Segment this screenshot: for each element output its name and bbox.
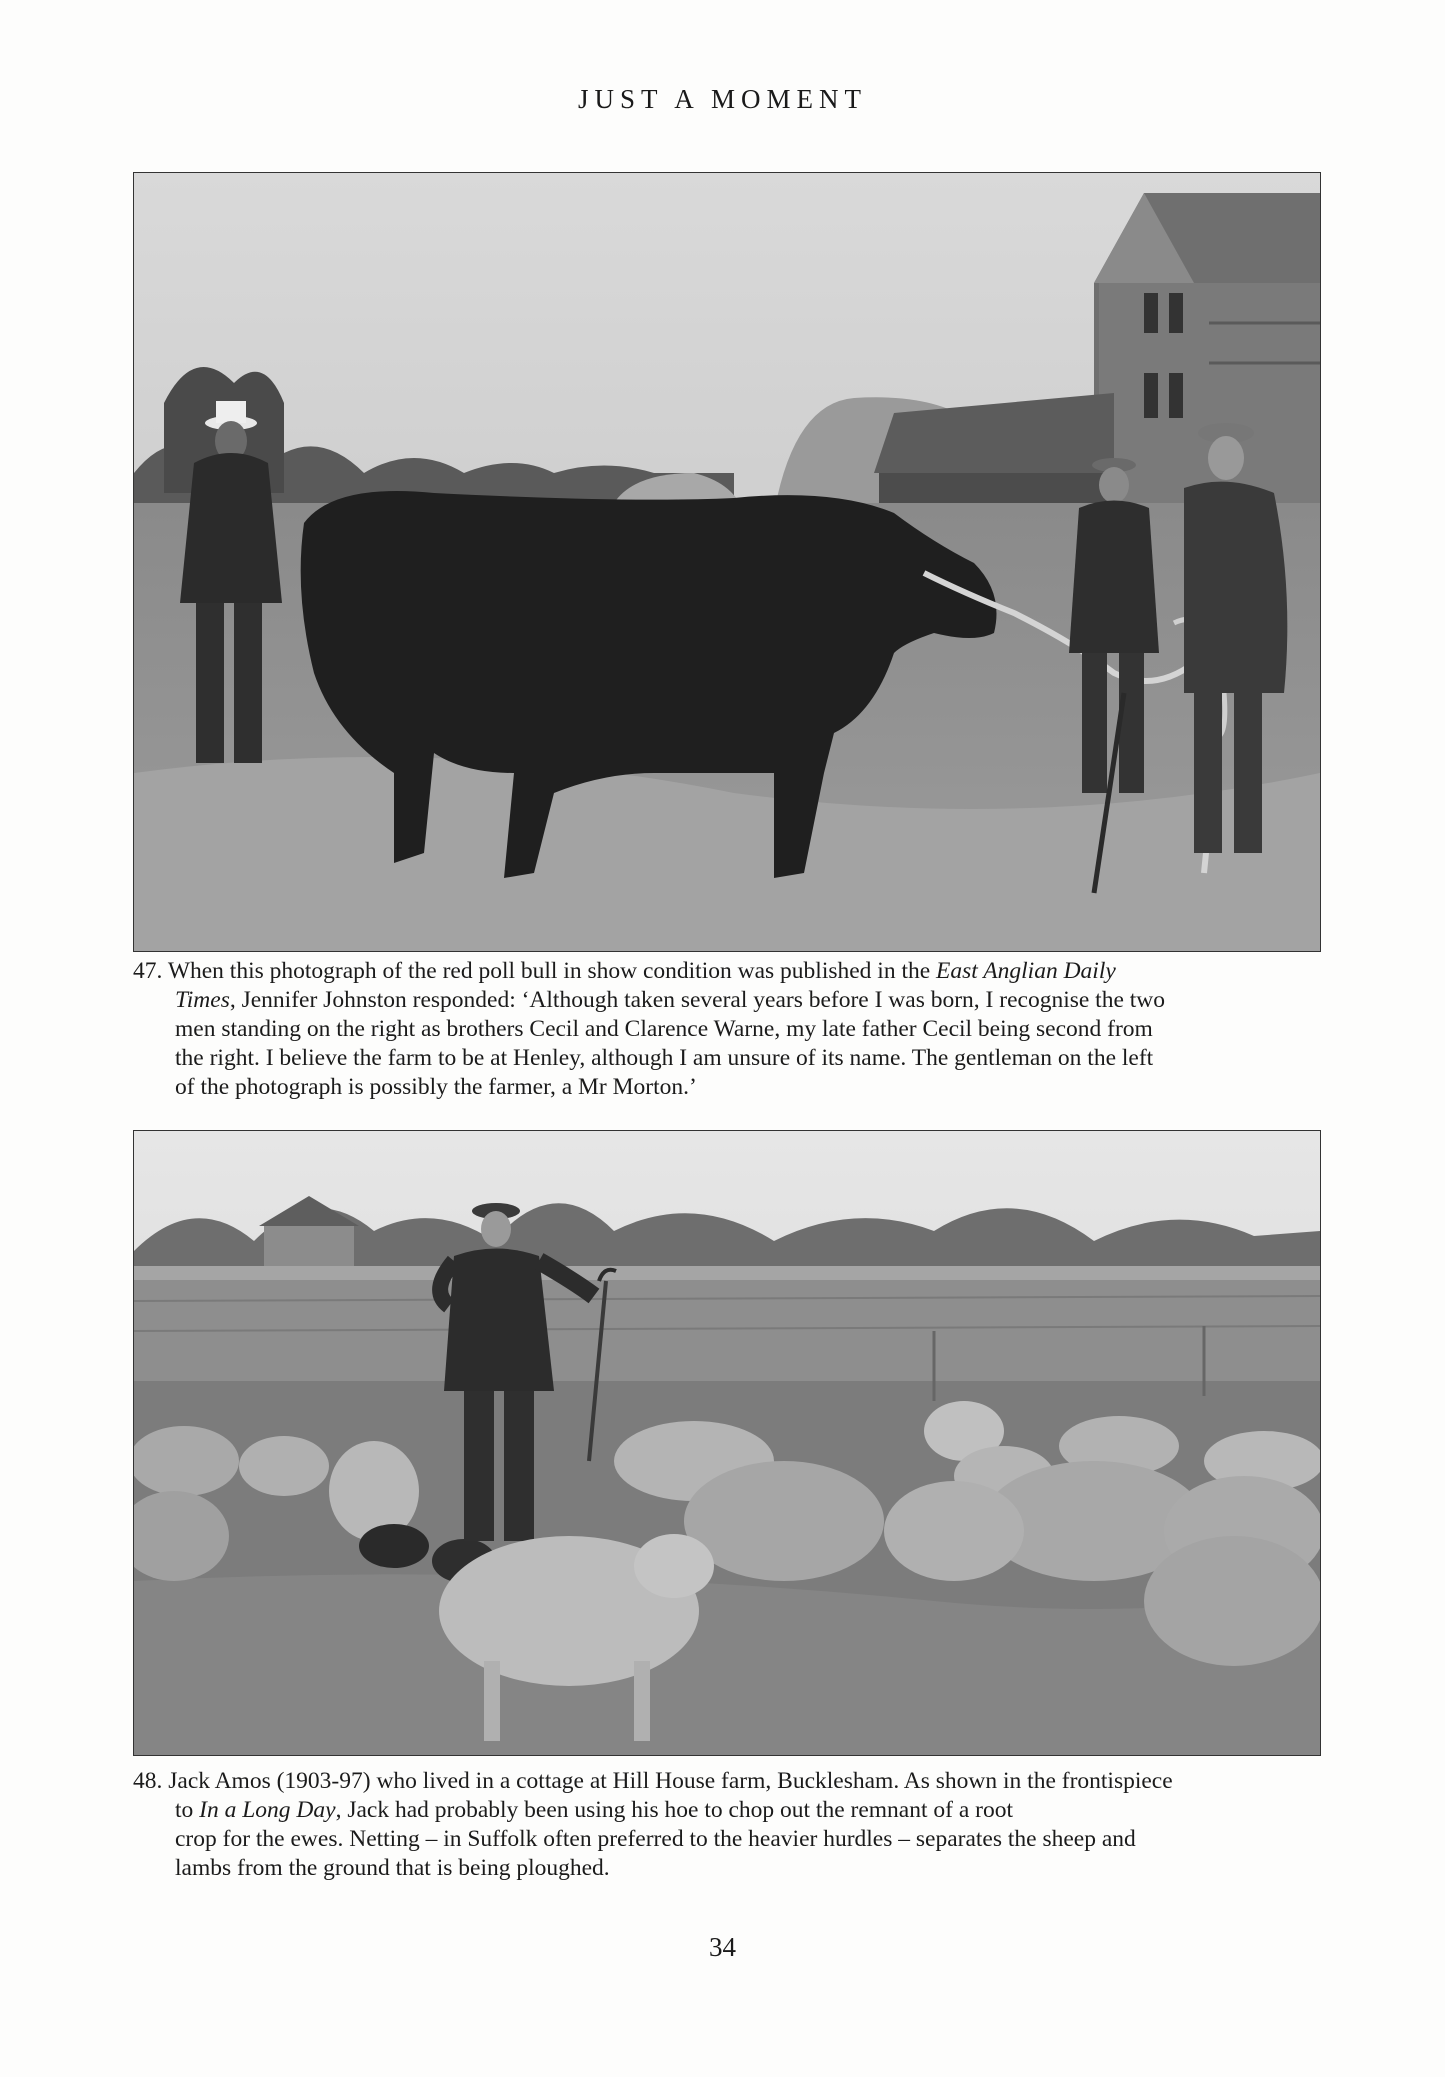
- publication-title: Times: [175, 987, 230, 1013]
- caption-line: crop for the ewes. Netting – in Suffolk often preferred to the heavier hurdles – separates the sheep and: [175, 1826, 1136, 1852]
- caption-line: men standing on the right as brothers Cecil and Clarence Warne, my late father Cecil being second from: [175, 1016, 1153, 1042]
- publication-title: East Anglian Daily: [936, 958, 1116, 984]
- caption-text: , Jennifer Johnston responded: ‘Although taken several years before I was born, I recognise the two: [229, 987, 1166, 1013]
- photo-red-poll-bull: [133, 172, 1321, 952]
- book-title: In a Long Day: [199, 1797, 336, 1823]
- caption-text: , Jack had probably been using his hoe to chop out the remnant of a root: [335, 1797, 1013, 1823]
- page-number: 34: [709, 1932, 736, 1962]
- caption-line: [133, 986, 1323, 1015]
- caption-line: lambs from the ground that is being ploughed.: [175, 1855, 610, 1881]
- caption-text: 47. When this photograph of the red poll bull in show condition was published in the: [133, 958, 937, 984]
- caption-line: [133, 1796, 1323, 1825]
- caption-line: the right. I believe the farm to be at Henley, although I am unsure of its name. The gentleman on the left: [175, 1045, 1154, 1071]
- caption-text: to: [175, 1797, 200, 1823]
- sheep-photograph-illustration: [134, 1131, 1320, 1755]
- bull-photograph-illustration: [134, 173, 1320, 951]
- caption-figure-48: [133, 1767, 1323, 1883]
- photo-jack-amos-sheep: [133, 1130, 1321, 1756]
- caption-figure-47: [133, 957, 1323, 1102]
- caption-line: of the photograph is possibly the farmer, a Mr Morton.’: [175, 1074, 697, 1100]
- caption-line: [133, 957, 1323, 986]
- caption-line: 48. Jack Amos (1903-97) who lived in a cottage at Hill House farm, Bucklesham. As shown in the frontispiece: [133, 1768, 1173, 1794]
- running-head: JUST A MOMENT: [577, 84, 868, 114]
